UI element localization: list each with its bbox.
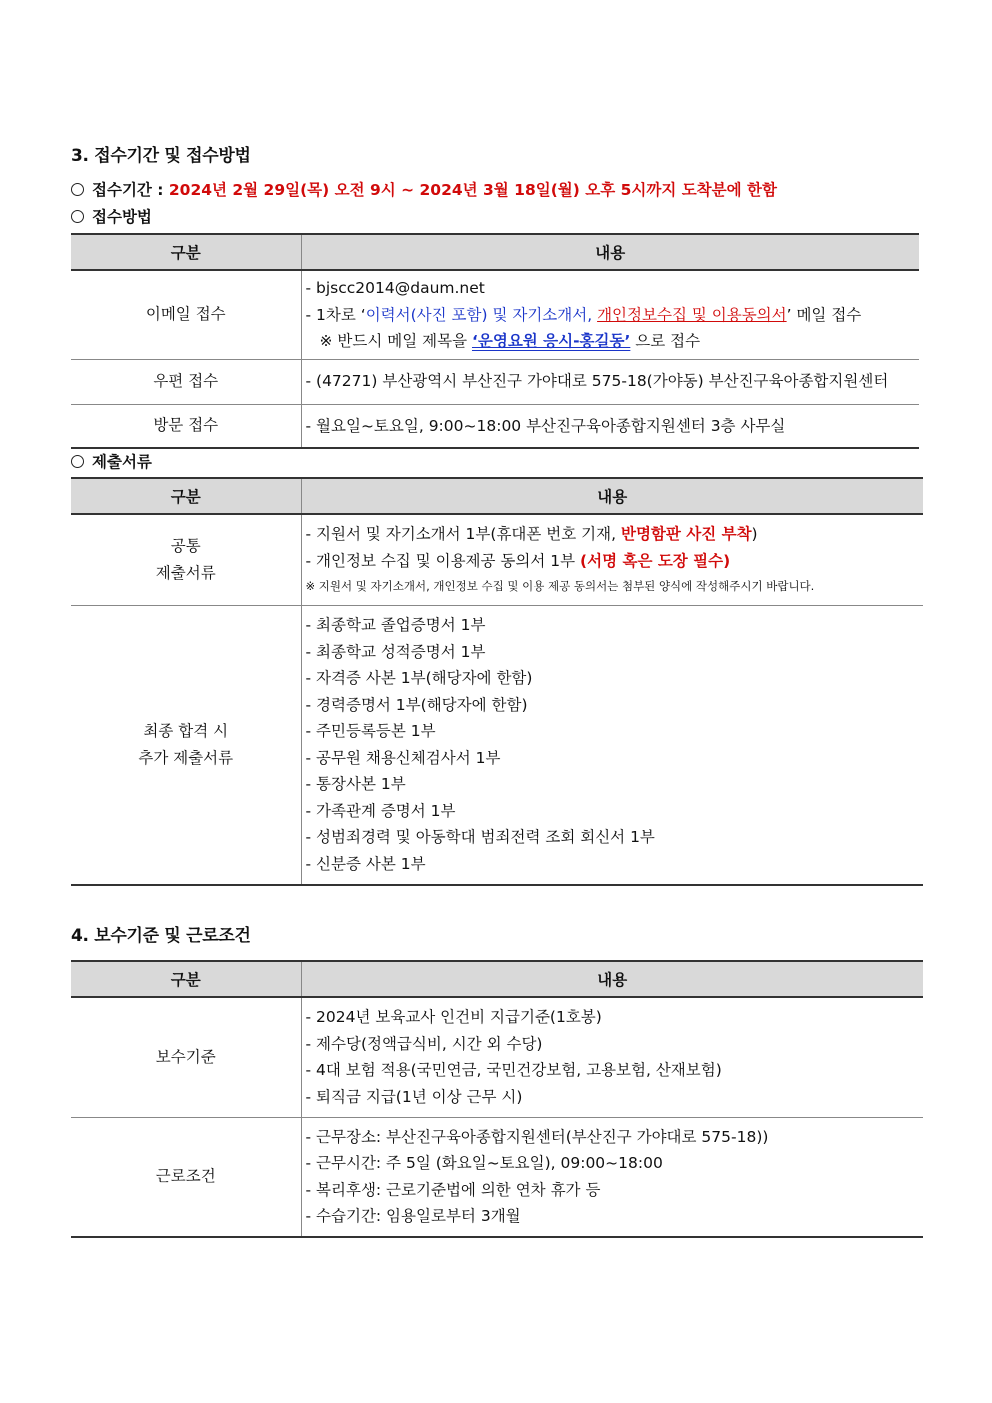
method-row-email (71, 270, 919, 359)
email-address: - bjscc2014@daum.net (305, 279, 485, 297)
method-label-line (71, 205, 152, 227)
common-label-line1: 공통 (170, 536, 201, 555)
pay-header-content: 내용 (301, 961, 923, 997)
signature-required: (서명 혹은 도장 필수) (580, 551, 731, 570)
list-item: - 가족관계 증명서 1부 (305, 801, 456, 820)
final-label-line1: 최종 합격 시 (143, 721, 229, 740)
list-item: - 최종학교 성적증명서 1부 (305, 642, 486, 661)
list-item: - 퇴직금 지급(1년 이상 근무 시) (305, 1087, 523, 1106)
period-text: 2024년 2월 29일(목) 오전 9시 ~ 2024년 3월 18일(월) 오후 5시까지 도착분에 한함 (168, 181, 777, 199)
docs-row-common (71, 514, 923, 605)
list-item: - 신분증 사본 1부 (305, 854, 426, 873)
list-item: - 제수당(정액급식비, 시간 외 수당) (305, 1034, 543, 1053)
circle-bullet-icon (71, 183, 84, 196)
common-doc-2: - 개인정보 수집 및 이용제공 동의서 1부 (서명 혹은 도장 필수) (305, 551, 731, 570)
method-row-post (71, 359, 919, 404)
visit-text: - 월요일~토요일, 9:00~18:00 부산진구육아종합지원센터 3층 사무실 (305, 416, 786, 435)
docs-row-final (71, 605, 923, 885)
email-docs-blue: 이력서(사진 포함) 및 자기소개서, (365, 305, 593, 324)
list-item: - 성범죄경력 및 아동학대 범죄전력 조회 회신서 1부 (305, 828, 655, 847)
list-item: - 자격증 사본 1부(해당자에 한함) (305, 669, 533, 688)
section3-title: 3. 접수기간 및 접수방법 (71, 146, 251, 166)
docs-header-category: 구분 (71, 478, 301, 514)
docs-label: 제출서류 (92, 453, 152, 471)
section4-title: 4. 보수기준 및 근로조건 (71, 926, 251, 946)
visit-label: 방문 접수 (71, 404, 301, 448)
common-note: ※ 지원서 및 자기소개서, 개인정보 수집 및 이용 제공 동의서는 첨부된 양식에 작성해주시기 바랍니다. (305, 579, 815, 594)
work-label: 근로조건 (71, 1117, 301, 1237)
list-item: - 통장사본 1부 (305, 775, 406, 794)
list-item: - 최종학교 졸업증명서 1부 (305, 616, 486, 635)
pay-table (71, 960, 923, 1238)
pay-row (71, 997, 923, 1117)
list-item: - 2024년 보육교사 인건비 지급기준(1호봉) (305, 1008, 602, 1027)
photo-required: 반명함판 사진 부착 (620, 525, 752, 544)
method-table (71, 233, 919, 449)
list-item: - 주민등록등본 1부 (305, 722, 436, 741)
email-subject: ‘운영요원 응시-홍길동’ (471, 332, 631, 350)
common-doc-1: - 지원서 및 자기소개서 1부(휴대폰 번호 기재, 반명함판 사진 부착) (305, 525, 758, 544)
email-instruction: - 1차로 ‘이력서(사진 포함) 및 자기소개서, 개인정보수집 및 이용동의서’ 메일 접수 (305, 305, 862, 324)
list-item: - 복리후생: 근로기준법에 의한 연차 휴가 등 (305, 1180, 601, 1199)
list-item: - 수습기간: 임용일로부터 3개월 (305, 1207, 521, 1226)
email-subject-note: ※ 반드시 메일 제목을 ‘운영요원 응시-홍길동’ 으로 접수 (319, 332, 701, 350)
method-header-category: 구분 (71, 234, 301, 270)
work-row (71, 1117, 923, 1237)
pay-header-category: 구분 (71, 961, 301, 997)
email-label: 이메일 접수 (71, 270, 301, 359)
list-item: - 공무원 채용신체검사서 1부 (305, 748, 501, 767)
final-label-line2: 추가 제출서류 (138, 748, 234, 767)
list-item: - 근무시간: 주 5일 (화요일~토요일), 09:00~18:00 (305, 1154, 663, 1173)
method-header-content: 내용 (301, 234, 919, 270)
common-label-line2: 제출서류 (155, 563, 216, 582)
post-text: - (47271) 부산광역시 부산진구 가야대로 575-18(가야동) 부산진구육아종합지원센터 (305, 372, 889, 391)
period-line (71, 178, 777, 200)
docs-label-line (71, 450, 152, 472)
docs-header-content: 내용 (301, 478, 923, 514)
post-label: 우편 접수 (71, 359, 301, 404)
email-docs-red: 개인정보수집 및 이용동의서 (597, 305, 787, 324)
method-row-visit (71, 404, 919, 448)
method-label: 접수방법 (92, 208, 152, 226)
circle-bullet-icon (71, 210, 84, 223)
pay-label: 보수기준 (71, 997, 301, 1117)
list-item: - 4대 보험 적용(국민연금, 국민건강보험, 고용보험, 산재보험) (305, 1061, 722, 1080)
period-label: 접수기간 : (92, 181, 169, 199)
list-item: - 경력증명서 1부(해당자에 한함) (305, 695, 528, 714)
docs-table (71, 477, 923, 886)
list-item: - 근무장소: 부산진구육아종합지원센터(부산진구 가야대로 575-18)) (305, 1127, 769, 1146)
circle-bullet-icon (71, 455, 84, 468)
